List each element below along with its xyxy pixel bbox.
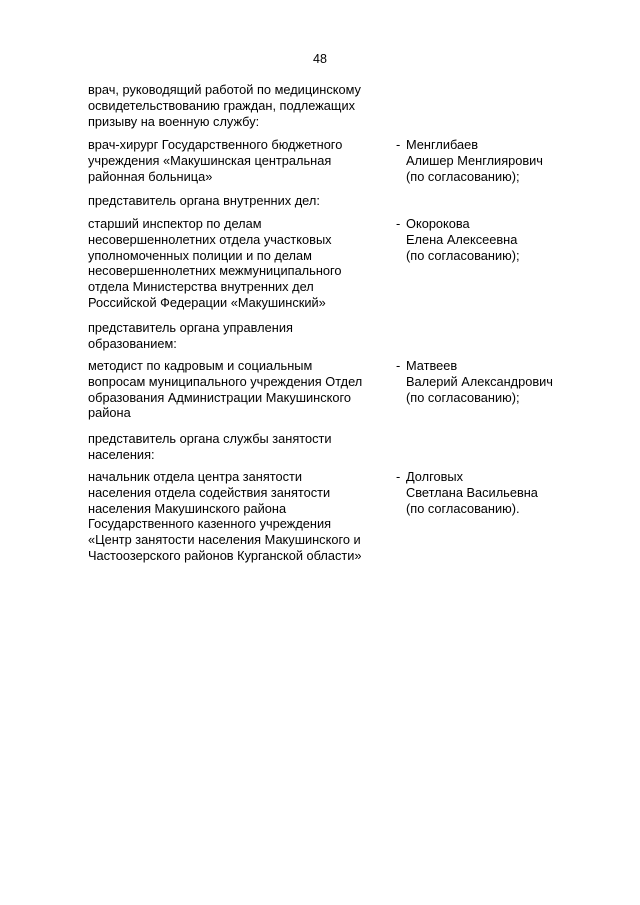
member-surname: Менглибаев	[406, 137, 479, 152]
member-note: (по согласованию);	[406, 389, 520, 405]
section-heading: представитель органа службы занятости населения:	[88, 431, 332, 462]
member-name-block	[396, 358, 586, 405]
member-surname: Долговых	[406, 469, 464, 484]
member-name-block	[396, 216, 586, 263]
member-surname: Матвеев	[406, 358, 458, 373]
member-name: Валерий Александрович	[406, 373, 553, 389]
member-name: Светлана Васильевна	[406, 484, 538, 500]
member-name: Алишер Менглиярович	[406, 152, 543, 168]
member-note: (по согласованию);	[406, 247, 520, 263]
member-note: (по согласованию);	[406, 168, 520, 184]
member-position: врач-хирург Государственного бюджетного учреждения «Макушинская центральная районная больница»	[88, 137, 343, 184]
member-note: (по согласованию).	[406, 500, 520, 516]
dash: -	[396, 469, 401, 484]
member-name: Елена Алексеевна	[406, 231, 518, 247]
member-surname: Окорокова	[406, 216, 470, 231]
section-heading: представитель органа управления образованием:	[88, 320, 293, 351]
intro-paragraph: врач, руководящий работой по медицинскому освидетельствованию граждан, подлежащих призыву на военную службу:	[88, 82, 361, 129]
member-name-block	[396, 469, 586, 516]
dash: -	[396, 216, 401, 231]
dash: -	[396, 137, 401, 152]
member-name-block	[396, 137, 586, 184]
member-position: старший инспектор по делам несовершеннолетних отдела участковых уполномоченных полиции и по делам несовершеннолетних межмуниципального отдела Министерства внутренних дел Российской Федерации «Макушинский»	[88, 216, 342, 310]
member-position: методист по кадровым и социальным вопросам муниципального учреждения Отдел образования Администрации Макушинского района	[88, 358, 363, 421]
member-position: начальник отдела центра занятости населения отдела содействия занятости населения Макушинского района Государственного казенного учреждения «Центр занятости населения Макушинского и Частоозерского районов Курганской области»	[88, 469, 362, 563]
section-heading: представитель органа внутренних дел:	[88, 193, 320, 208]
dash: -	[396, 358, 401, 373]
page-number: 48	[313, 52, 327, 66]
